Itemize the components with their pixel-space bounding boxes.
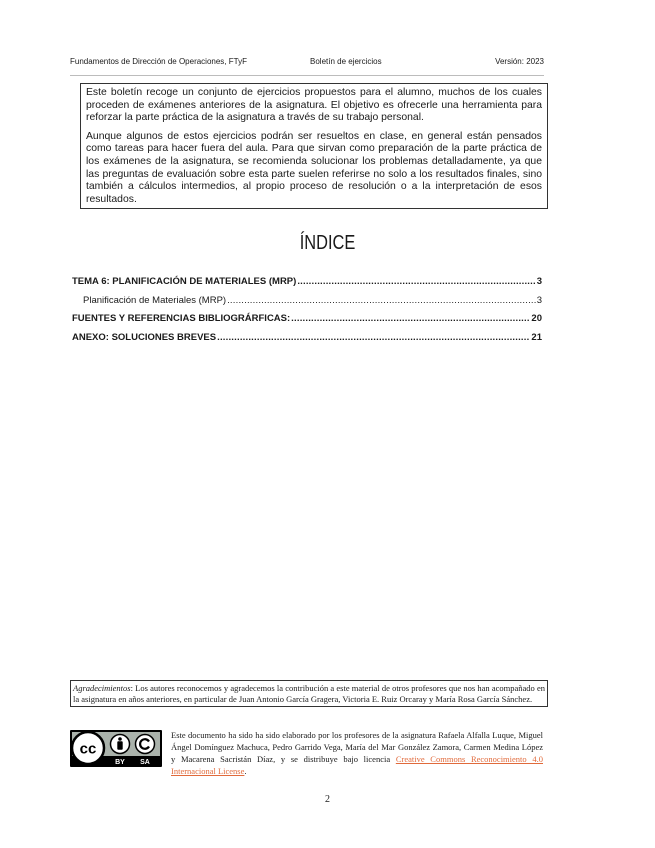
toc-entry-page: 21 <box>531 331 542 343</box>
acknowledgements-text: : Los autores reconocemos y agradecemos la contribución a este material de otros profesores que nos han acompañado en la asignatura en años anteriores, en particular de Juan Antonio García Gragera, Victoria E. Ruiz Orcaray y María Rosa García Sánchez. <box>73 683 545 705</box>
toc-entry-anexo[interactable] <box>72 332 542 344</box>
page-header <box>70 57 544 69</box>
intro-paragraph-1: Este boletín recoge un conjunto de ejercicios propuestos para el alumno, muchos de los cuales proceden de exámenes anteriores de la asignatura. El objetivo es ofrecerle una herramienta para reforzar la parte práctica de la asignatura a través de su trabajo personal. <box>86 87 542 124</box>
acknowledgements-lead: Agradecimientos <box>73 683 131 693</box>
toc-entry-tema6[interactable] <box>72 276 542 288</box>
toc-entry-fuentes[interactable] <box>72 313 542 325</box>
cc-by-label: BY <box>115 759 125 766</box>
toc-leader-dots <box>217 332 530 343</box>
toc-leader-dots <box>227 295 536 306</box>
header-version: Versión: 2023 <box>495 57 544 66</box>
toc-entry-label: Planificación de Materiales (MRP) <box>83 294 227 306</box>
header-doc-type: Boletín de ejercicios <box>310 57 382 66</box>
license-link[interactable]: Creative Commons Reconocimiento 4.0 Internacional License <box>171 754 543 776</box>
toc-entry-page: 20 <box>531 313 542 324</box>
toc-entry-label: TEMA 6: PLANIFICACIÓN DE MATERIALES (MRP) <box>72 276 297 287</box>
cc-by-sa-license-icon[interactable] <box>70 730 162 767</box>
header-course: Fundamentos de Dirección de Operaciones, FTyF <box>70 57 247 66</box>
toc-entry-page: 3 <box>536 294 542 306</box>
table-of-contents <box>72 276 542 350</box>
header-divider <box>70 75 544 76</box>
cc-sa-label: SA <box>140 759 150 766</box>
license-text-end: . <box>244 766 247 776</box>
toc-entry-mrp[interactable] <box>72 295 542 307</box>
intro-box <box>80 83 548 209</box>
license-text: Este documento ha sido ha sido elaborado por los profesores de la asignatura Rafaela Alfalla Luque, Miguel Ángel Domínguez Machuca, Pedro Garrido Vega, María del Mar González Zamora, Carmen Medina López y Macarena Sacristán Díaz, y se distribuye bajo licencia <box>171 730 543 764</box>
toc-entry-page: 3 <box>536 276 542 287</box>
toc-leader-dots <box>297 276 535 287</box>
index-title: ÍNDICE <box>299 232 356 254</box>
toc-entry-label: FUENTES Y REFERENCIAS BIBLIOGRÁRFICAS: <box>72 313 291 324</box>
intro-paragraph-2: Aunque algunos de estos ejercicios podrán ser resueltos en clase, en general están pensados como tareas para hacer fuera del aula. Para que sirvan como preparación de la parte práctica de los exámenes de la asignatura, se recomienda solucionar los problemas detalladamente, ya que las preguntas de evaluación sobre esta parte suelen referirse no solo a los resultados finales, sino también a cálculos intermedios, al propio proceso de resolución o a la interpretación de esos resultados. <box>86 130 542 205</box>
acknowledgements-box <box>70 680 548 707</box>
page-number: 2 <box>325 794 330 805</box>
toc-entry-label: ANEXO: SOLUCIONES BREVES <box>72 331 217 343</box>
license-text-block <box>171 729 543 777</box>
svg-text:cc: cc <box>79 740 97 758</box>
toc-leader-dots <box>291 313 530 324</box>
